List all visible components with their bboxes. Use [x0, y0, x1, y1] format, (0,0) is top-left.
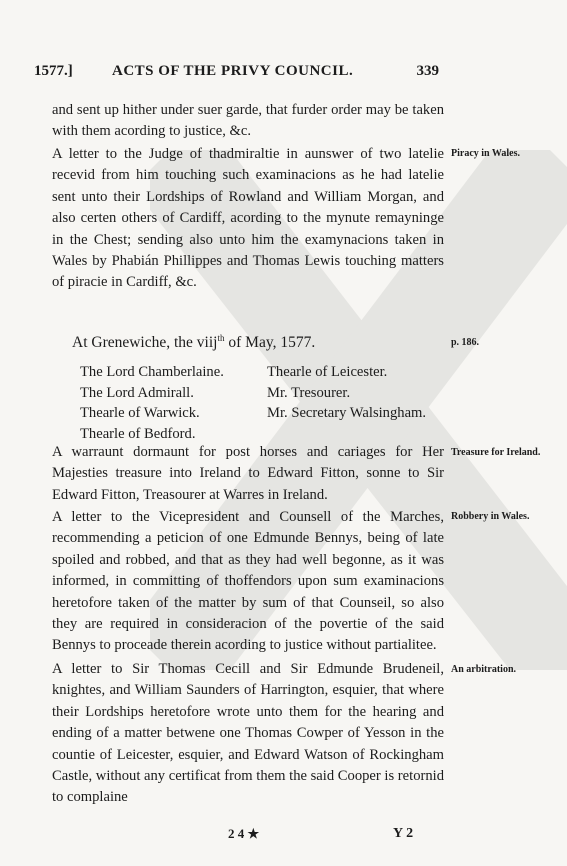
attendance-right-column [267, 362, 426, 424]
attendance-left-column [80, 362, 224, 444]
margin-note-piracy: Piracy in Wales. [451, 148, 520, 159]
attendee: The Lord Admirall. [80, 384, 194, 401]
running-header [34, 63, 439, 83]
paragraph-arbitration-letter: A letter to Sir Thomas Cecill and Sir Edmunde Brudeneil, knightes, and William Saunders of Harrington, esquier, that where their Lordships heretofore wrote unto them for the hearing and ending of a matter betwene one Thomas Cowper of Yesson in the countie of Leicester, esquier, and Edward Watson of Rockingham Castle, without any certificat from them the said Cooper is retornid to complaine [52, 661, 444, 806]
attendee: Mr. Secretary Walsingham. [267, 405, 427, 421]
paragraph-treasure-warrant: A warraunt dormaunt for post horses and cariages for Her Majesties treasure into Ireland to Edward Fitton, sonne to Sir Edward Fitton, Treasourer at Warres in Ireland. [52, 444, 444, 503]
attendee: Thearle of Warwick. [80, 405, 200, 421]
margin-note-page-ref: p. 186. [451, 337, 480, 348]
meeting-heading [72, 333, 315, 352]
margin-note-treasure: Treasure for Ireland. [451, 447, 541, 458]
page-number: 339 [416, 63, 439, 79]
margin-note-arbitration: An arbitration. [451, 664, 516, 675]
sheet-mark: Y 2 [393, 826, 414, 841]
signature-mark: 2 4 ★ [228, 826, 260, 841]
paragraph-piracy-letter: A letter to the Judge of thadmiraltie in aunswer of two latelie recevid from him touching such examinacions as he had latelie sent unto their Lordships of Rowland and William Morgan, and also certen others of Cardiff, acording to the mynute remayninge in the Chest; sending also unto him the examynacions taken in Wales by Phabián Phillippes and Thomas Lewis touching matters of piracie in Cardiff, &c. [52, 146, 444, 291]
attendee: The Lord Chamberlaine. [80, 364, 224, 380]
paragraph-robbery-letter: A letter to the Vicepresident and Counsell of the Marches, recommending a peticion of one Edmunde Bennys, being of late spoiled and robbed, and that as they had well begonne, as it was informed, in committing of thoffendors upon sum examinacions heretofore taken of the matter by sum of that Counseil, so also they are required in consideracion of the povertie of the said Bennys to proceade therein acording to justice without partialitee. [52, 509, 444, 654]
paragraph-continuation: and sent up hither under suer garde, that furder order may be taken with them acording to justice, &c. [52, 102, 444, 140]
margin-note-robbery: Robbery in Wales. [451, 511, 530, 522]
meeting-place-date: At Grenewiche, the viij$^{th}$ of May, 1577. [72, 333, 316, 352]
attendee: Mr. Tresourer. [267, 384, 351, 401]
header-year: 1577.] [34, 63, 73, 79]
header-title: ACTS OF THE PRIVY COUNCIL. [112, 63, 354, 79]
page-footer [0, 826, 567, 844]
attendee: Thearle of Leicester. [267, 364, 388, 380]
attendee: Thearle of Bedford. [80, 425, 196, 442]
